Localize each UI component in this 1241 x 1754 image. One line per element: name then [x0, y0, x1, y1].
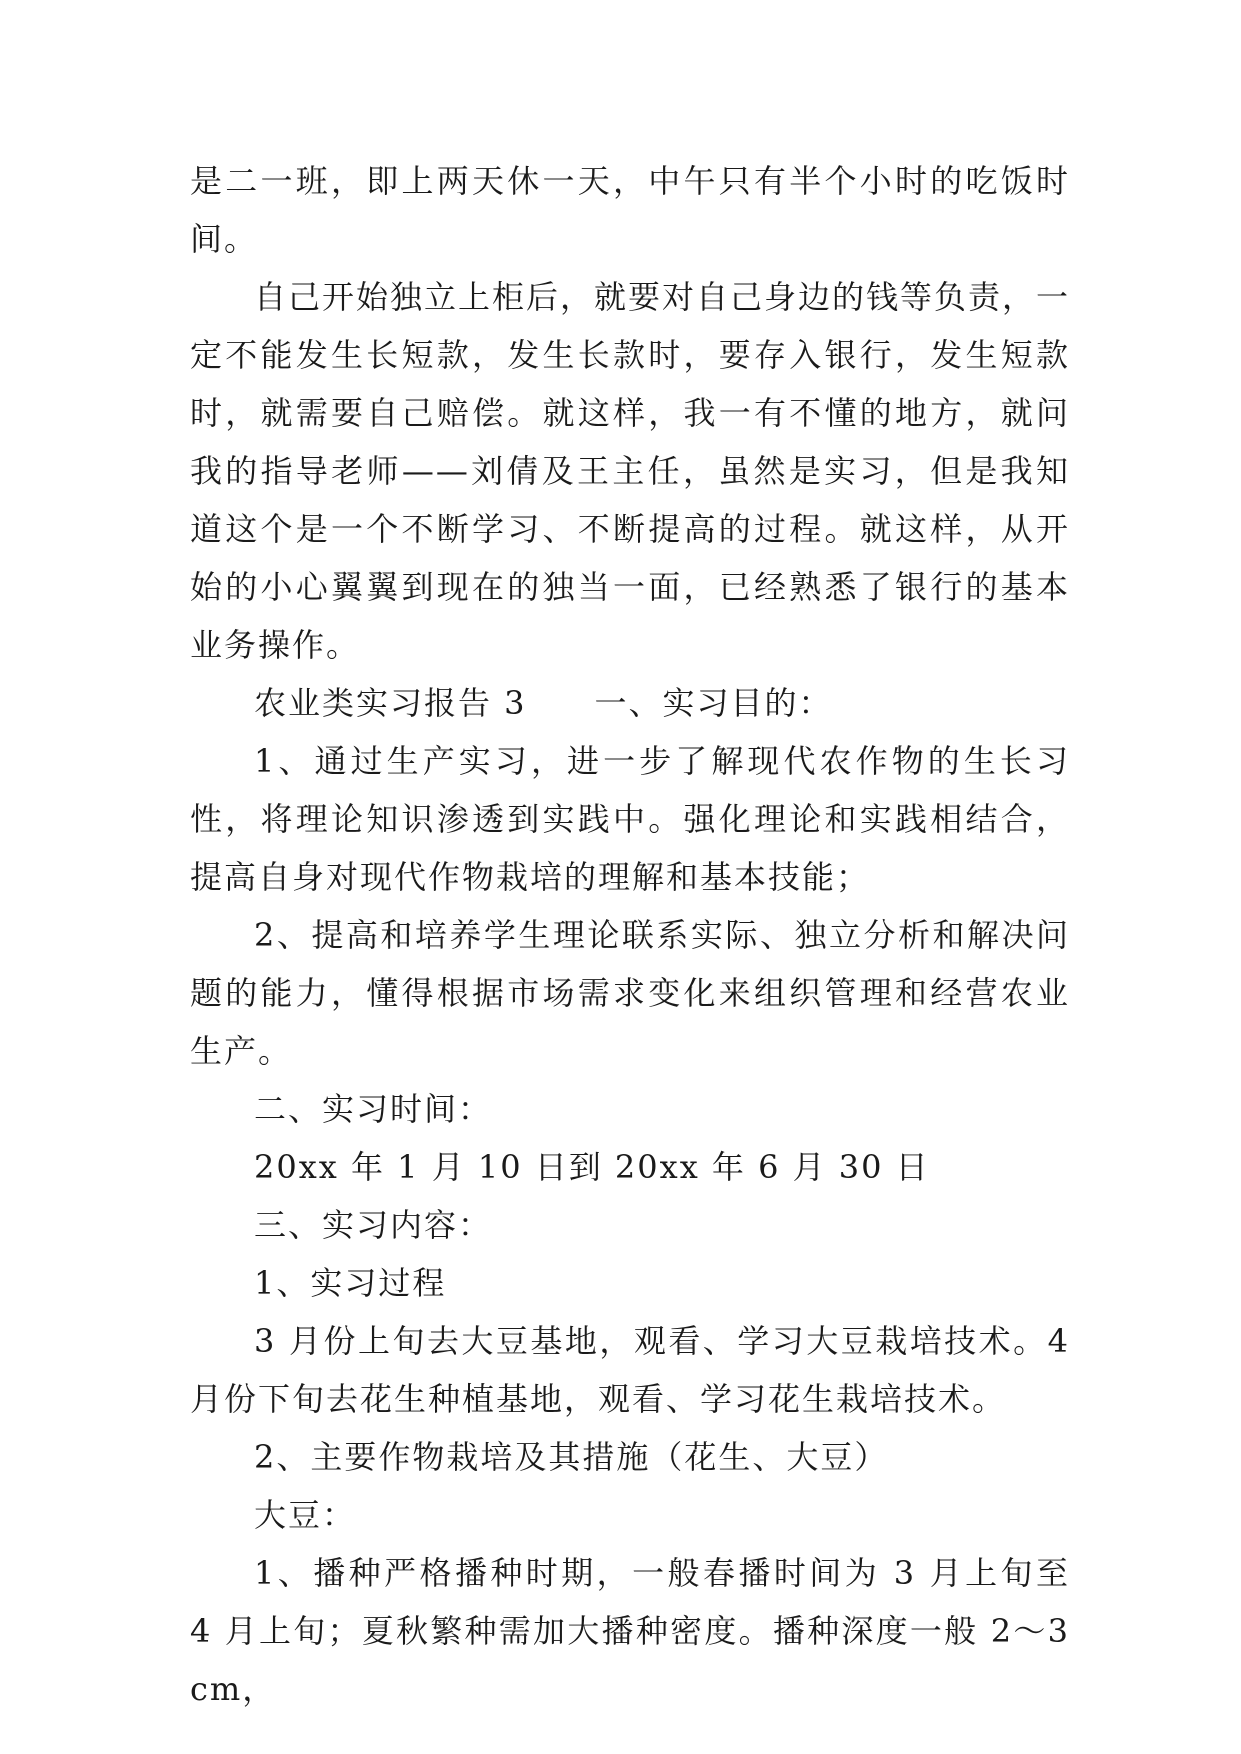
paragraph-11: 2、主要作物栽培及其措施（花生、大豆）	[254, 1438, 889, 1476]
paragraph-5: 2、提高和培养学生理论联系实际、独立分析和解决问题的能力，懂得根据市场需求变化来组织管理和经营农业生产。	[190, 916, 1070, 1070]
paragraph-8: 三、实习内容：	[254, 1206, 493, 1244]
paragraph-12: 大豆：	[254, 1496, 357, 1534]
paragraph-1: 是二一班，即上两天休一天，中午只有半个小时的吃饭时间。	[190, 162, 1070, 258]
paragraph-4: 1、通过生产实习，进一步了解现代农作物的生长习性，将理论知识渗透到实践中。强化理论和实践相结合，提高自身对现代作物栽培的理解和基本技能；	[190, 742, 1070, 896]
paragraph-13: 1、播种严格播种时期，一般春播时间为 3 月上旬至 4 月上旬；夏秋繁种需加大播种密度。播种深度一般 2～3cm，	[190, 1554, 1070, 1708]
paragraph-7: 20xx 年 1 月 10 日到 20xx 年 6 月 30 日	[254, 1148, 930, 1186]
document-body	[190, 152, 1070, 1718]
paragraph-10: 3 月份上旬去大豆基地，观看、学习大豆栽培技术。4 月份下旬去花生种植基地，观看、学习花生栽培技术。	[190, 1322, 1070, 1418]
paragraph-6: 二、实习时间：	[254, 1090, 493, 1128]
paragraph-3: 农业类实习报告 3 一、实习目的：	[254, 684, 833, 722]
paragraph-9: 1、实习过程	[254, 1264, 447, 1302]
paragraph-2: 自己开始独立上柜后，就要对自己身边的钱等负责，一定不能发生长短款，发生长款时，要存入银行，发生短款时，就需要自己赔偿。就这样，我一有不懂的地方，就问我的指导老师——刘倩及王主任，虽然是实习，但是我知道这个是一个不断学习、不断提高的过程。就这样，从开始的小心翼翼到现在的独当一面，已经熟悉了银行的基本业务操作。	[190, 278, 1071, 664]
